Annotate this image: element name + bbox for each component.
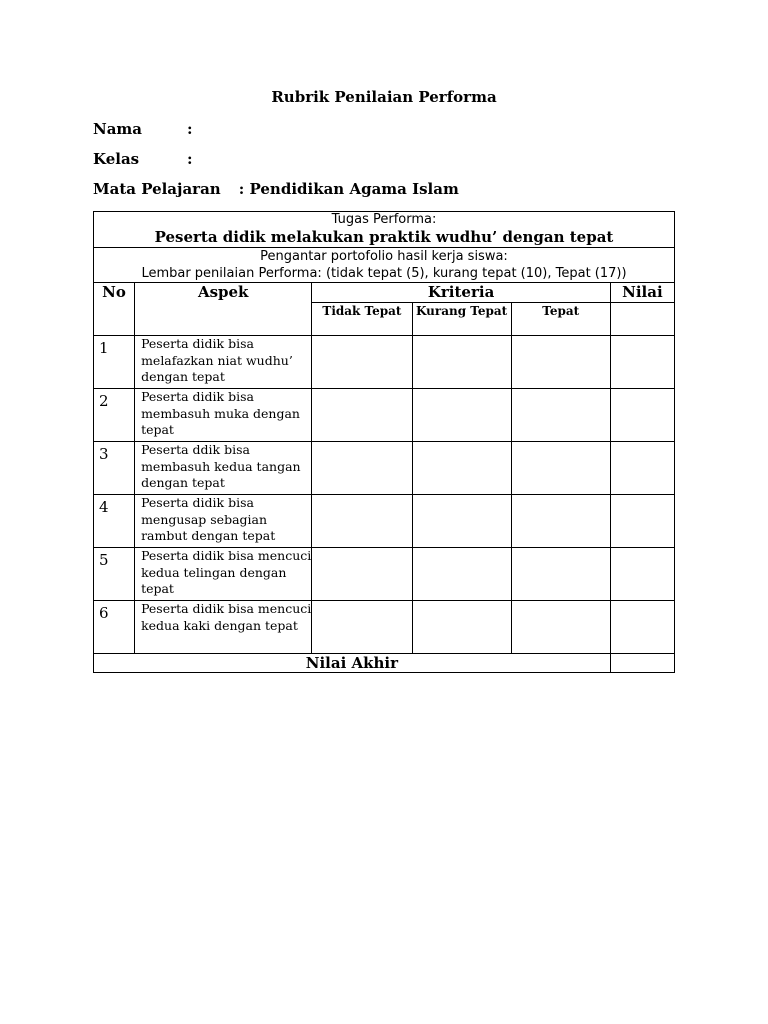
table-row (94, 336, 675, 389)
cell-kurang-tepat[interactable] (412, 389, 511, 442)
row-number: 6 (94, 601, 135, 654)
row-number: 4 (94, 495, 135, 548)
intro-cell (94, 248, 675, 283)
header-nilai: Nilai (610, 283, 674, 303)
table-row (94, 495, 675, 548)
table-row (94, 548, 675, 601)
header-tidak-tepat: Tidak Tepat (312, 303, 412, 336)
cell-tepat[interactable] (511, 336, 610, 389)
cell-nilai[interactable] (610, 389, 674, 442)
cell-nilai[interactable] (610, 495, 674, 548)
field-nama-separator: : (187, 120, 193, 138)
row-number: 1 (94, 336, 135, 389)
cell-tidak-tepat[interactable] (312, 389, 412, 442)
cell-nilai[interactable] (610, 336, 674, 389)
header-tepat: Tepat (511, 303, 610, 336)
row-number: 5 (94, 548, 135, 601)
cell-tepat[interactable] (511, 495, 610, 548)
row-aspek: Peserta didik bisa mencuci kedua telingan dengan tepat (135, 548, 312, 601)
cell-kurang-tepat[interactable] (412, 601, 511, 654)
cell-tidak-tepat[interactable] (312, 548, 412, 601)
cell-tidak-tepat[interactable] (312, 442, 412, 495)
table-row (94, 442, 675, 495)
row-aspek: Peserta didik bisa mengusap sebagian rambut dengan tepat (135, 495, 312, 548)
cell-kurang-tepat[interactable] (412, 442, 511, 495)
field-nama (93, 120, 193, 138)
cell-kurang-tepat[interactable] (412, 548, 511, 601)
task-cell (94, 212, 675, 248)
table-row (94, 601, 675, 654)
field-kelas-label: Kelas (93, 150, 140, 168)
row-number: 2 (94, 389, 135, 442)
cell-tepat[interactable] (511, 442, 610, 495)
header-aspek: Aspek (135, 283, 312, 336)
field-kelas (93, 150, 193, 168)
row-aspek: Peserta didik bisa melafazkan niat wudhu’ dengan tepat (135, 336, 312, 389)
cell-tepat[interactable] (511, 601, 610, 654)
header-kurang-tepat: Kurang Tepat (412, 303, 511, 336)
footer-row (94, 654, 675, 673)
cell-tidak-tepat[interactable] (312, 601, 412, 654)
cell-nilai[interactable] (610, 442, 674, 495)
field-kelas-separator: : (187, 150, 193, 168)
table-row (94, 389, 675, 442)
task-row (94, 212, 675, 248)
task-label: Tugas Performa: (331, 212, 437, 227)
intro-line-1: Pengantar portofolio hasil kerja siswa: (260, 249, 508, 264)
header-kriteria: Kriteria (312, 283, 610, 303)
cell-tidak-tepat[interactable] (312, 336, 412, 389)
cell-tepat[interactable] (511, 548, 610, 601)
row-aspek: Peserta didik bisa mencuci kedua kaki dengan tepat (135, 601, 312, 654)
cell-kurang-tepat[interactable] (412, 336, 511, 389)
cell-kurang-tepat[interactable] (412, 495, 511, 548)
field-mata-pelajaran-value: Pendidikan Agama Islam (249, 180, 459, 198)
subheader-nilai-empty (610, 303, 674, 336)
rubric-table (93, 211, 675, 673)
intro-line-2: Lembar penilaian Performa: (tidak tepat (5), kurang tepat (10), Tepat (17)) (141, 266, 627, 281)
row-number: 3 (94, 442, 135, 495)
task-text: Peserta didik melakukan praktik wudhu’ dengan tepat (154, 228, 614, 246)
nilai-akhir-label: Nilai Akhir (94, 654, 611, 673)
cell-tepat[interactable] (511, 389, 610, 442)
page-title: Rubrik Penilaian Performa (271, 88, 497, 106)
cell-nilai[interactable] (610, 601, 674, 654)
nilai-akhir-value[interactable] (610, 654, 674, 673)
field-mata-pelajaran-label: Mata Pelajaran (93, 180, 221, 198)
row-aspek: Peserta didik bisa membasuh muka dengan tepat (135, 389, 312, 442)
header-row (94, 283, 675, 303)
row-aspek: Peserta ddik bisa membasuh kedua tangan dengan tepat (135, 442, 312, 495)
field-mata-pelajaran (93, 180, 459, 198)
field-mata-pelajaran-separator: : (238, 180, 245, 198)
cell-tidak-tepat[interactable] (312, 495, 412, 548)
cell-nilai[interactable] (610, 548, 674, 601)
header-no: No (94, 283, 135, 336)
intro-row (94, 248, 675, 283)
field-nama-label: Nama (93, 120, 143, 138)
